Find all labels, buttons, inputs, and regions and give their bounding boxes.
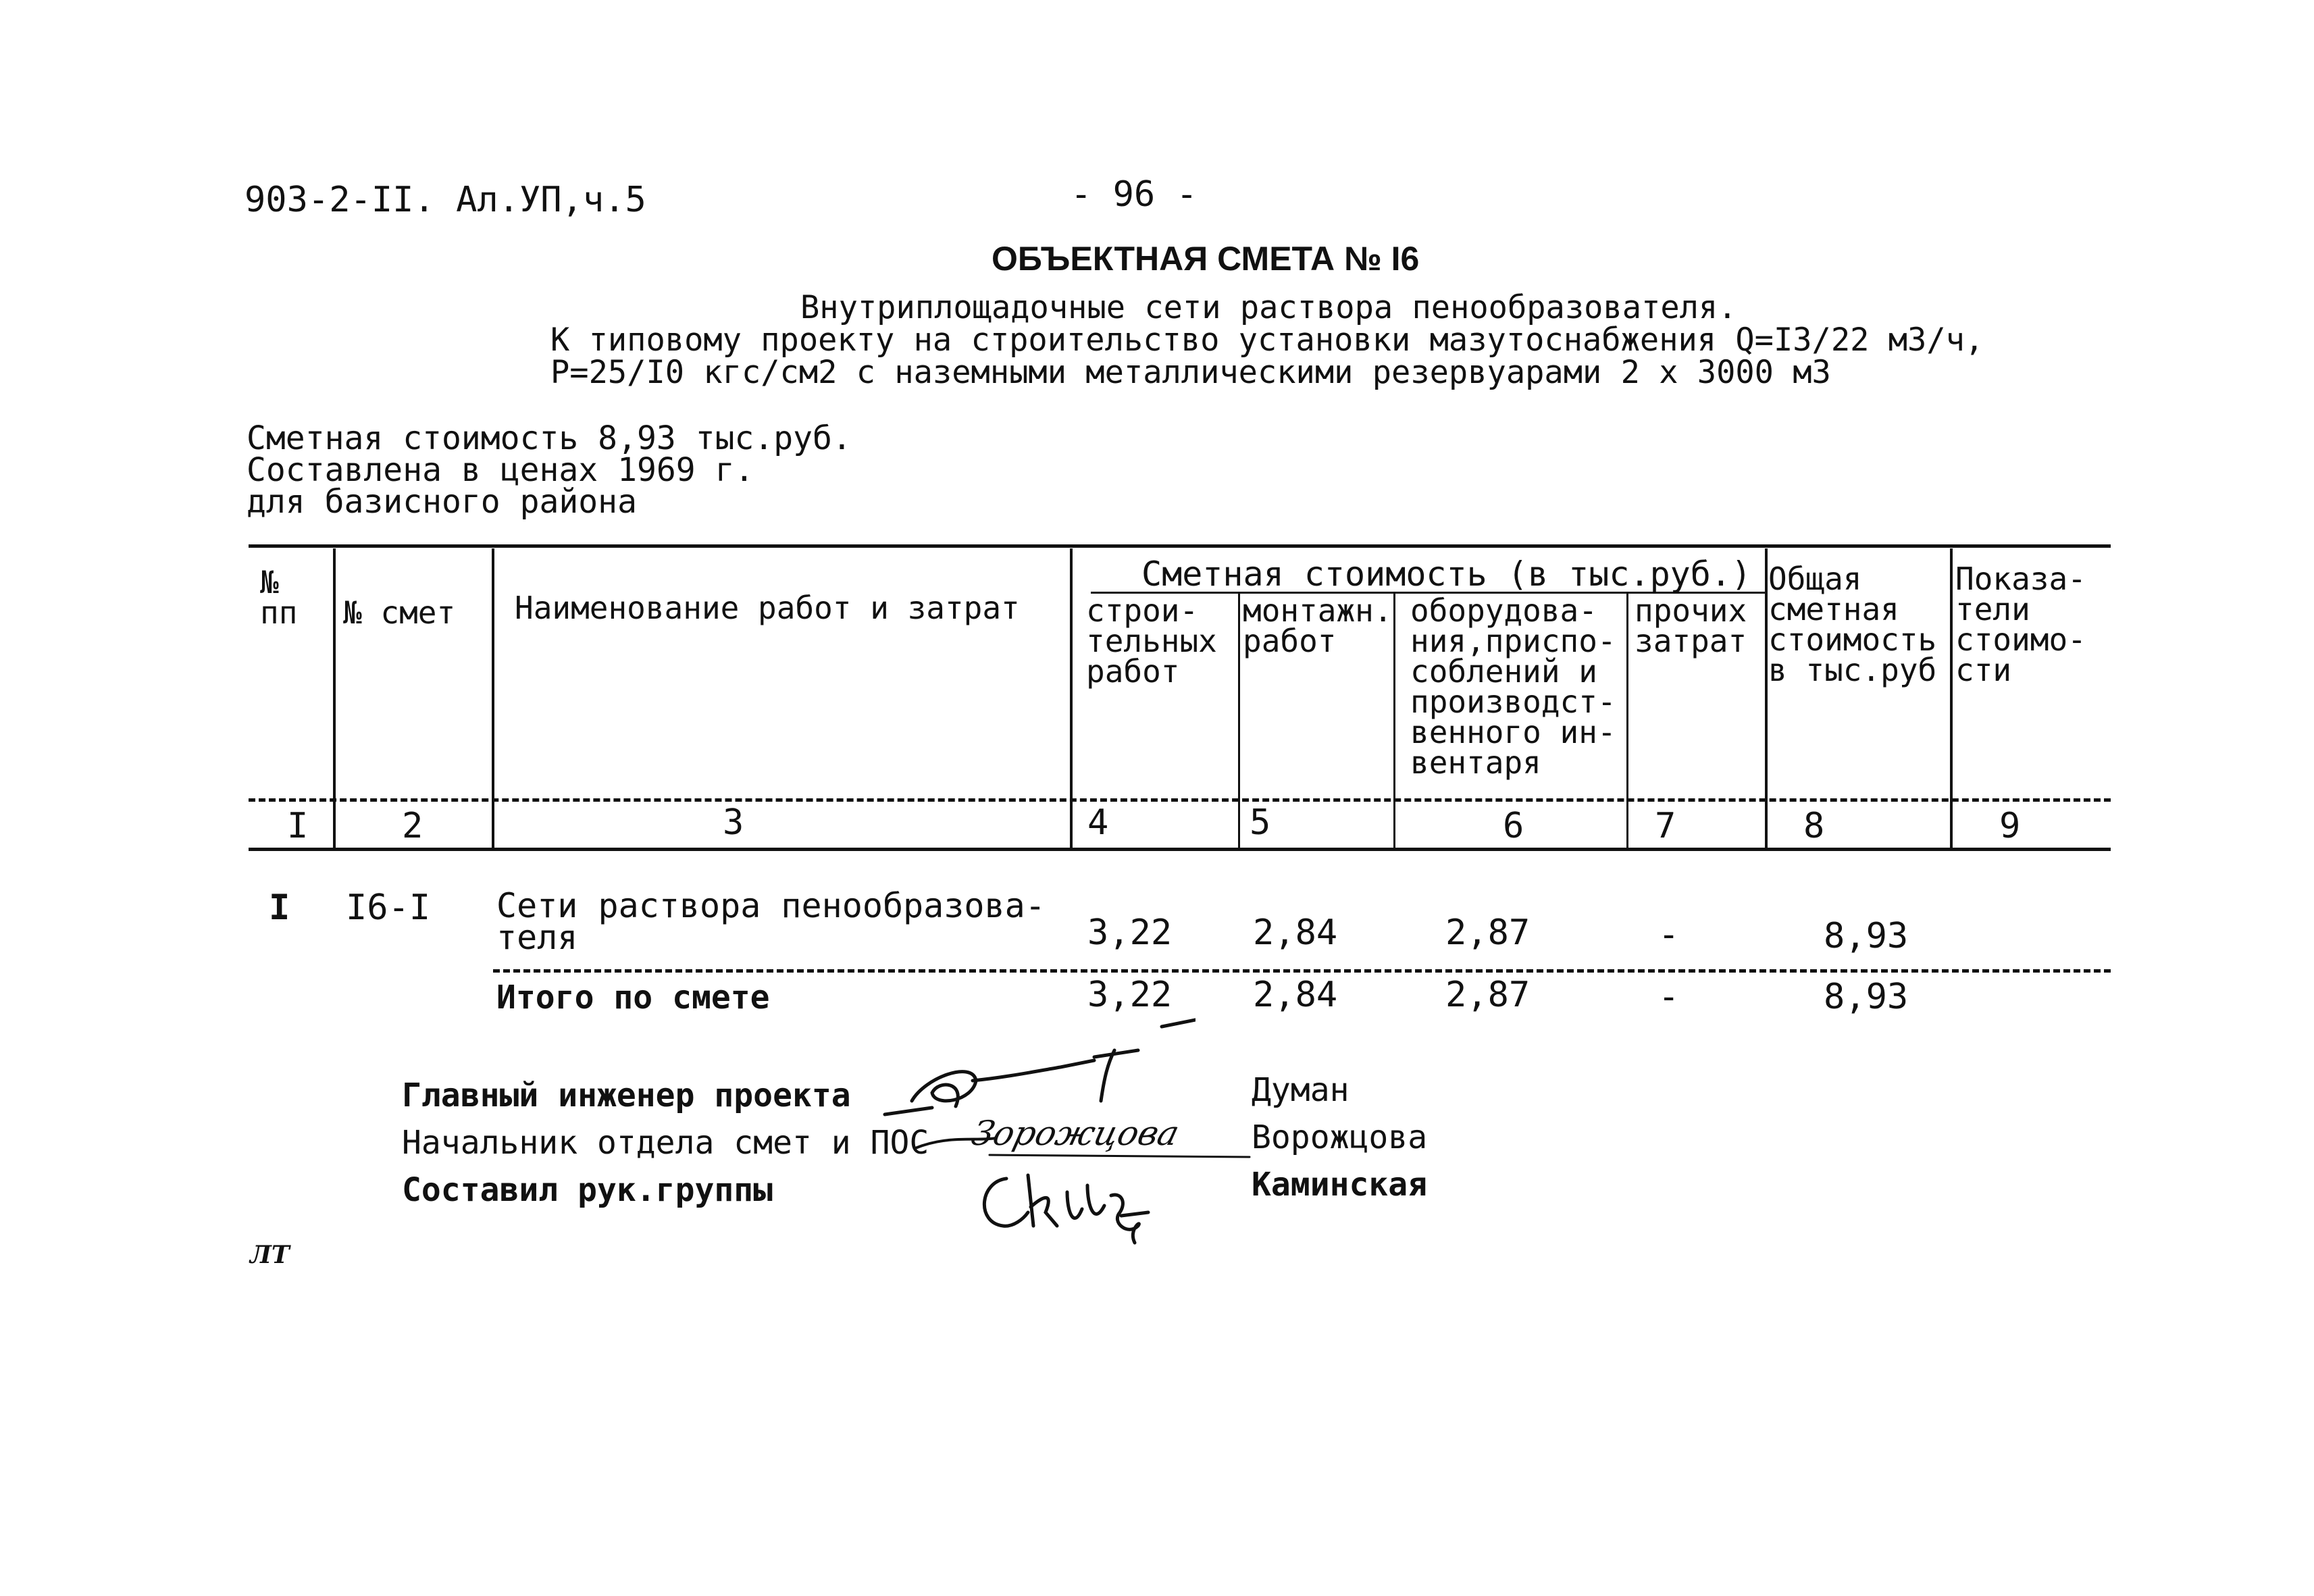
col-divider-5: [1393, 592, 1395, 848]
header-group-cost: Сметная стоимость (в тыс.руб.): [1141, 555, 1752, 594]
header-equipment: оборудова- ния,приспо- соблений и производст- венного ин- вентаря: [1410, 592, 1616, 781]
total-installation: 2,84: [1253, 975, 1338, 1015]
estimate-cost-line: Сметная стоимость 8,93 тыс.руб.: [247, 419, 852, 457]
footer-mark: ЛТ: [250, 1241, 290, 1269]
col-divider-6: [1626, 592, 1628, 848]
row-name: Сети раствора пенообразова- теля: [496, 886, 1046, 957]
header-installation: монтажн. работ: [1243, 592, 1393, 659]
department-head-handwriting: Зорожцова: [968, 1113, 1183, 1153]
group-lead-signature: [966, 1165, 1155, 1246]
department-head-signature: [908, 1108, 1260, 1168]
total-equipment: 2,87: [1445, 975, 1531, 1015]
colnum-6: 6: [1503, 806, 1524, 846]
document-code: 903-2-II. Ал.УП,ч.5: [245, 180, 646, 220]
header-number: № пп: [260, 564, 298, 631]
base-region-line: для базисного района: [247, 483, 637, 521]
colnum-5: 5: [1250, 802, 1271, 843]
signature-role-chief-engineer: Главный инженер проекта: [402, 1077, 851, 1114]
price-year-line: Составлена в ценах 1969 г.: [247, 451, 754, 489]
header-name: Наименование работ и затрат: [515, 590, 1020, 626]
header-construction: строи- тельных работ: [1086, 592, 1217, 690]
col-divider-1: [333, 548, 336, 848]
total-other: -: [1658, 977, 1680, 1017]
row-installation: 2,84: [1253, 912, 1338, 953]
colnum-3: 3: [723, 802, 744, 843]
col-divider-7: [1765, 548, 1768, 848]
row-construction: 3,22: [1087, 912, 1173, 953]
col-divider-4: [1238, 592, 1240, 848]
header-other: прочих затрат: [1635, 592, 1747, 659]
signature-role-department-head: Начальник отдела смет и ПОС: [402, 1124, 929, 1162]
signature-name-department-head: Ворожцова: [1252, 1118, 1428, 1156]
total-label: Итого по смете: [496, 979, 770, 1016]
row-number: I: [269, 887, 290, 928]
col-divider-3: [1070, 548, 1073, 848]
colnum-8: 8: [1803, 806, 1825, 846]
header-indicators: Показа- тели стоимо- сти: [1955, 561, 2086, 688]
title-line-3: Р=25/I0 кгс/см2 с наземными металлическими резервуарами 2 х 3000 м3: [550, 354, 1831, 391]
total-construction: 3,22: [1087, 975, 1173, 1015]
row-other: -: [1658, 915, 1680, 955]
total-total: 8,93: [1824, 977, 1909, 1017]
header-total: Общая сметная стоимость в тыс.руб: [1768, 561, 1937, 688]
col-divider-2: [492, 548, 494, 848]
colnum-2: 2: [402, 806, 423, 846]
colnum-1: I: [287, 806, 309, 846]
row-equipment: 2,87: [1445, 912, 1531, 953]
row-total: 8,93: [1824, 916, 1909, 956]
colnum-9: 9: [1999, 806, 2021, 846]
signature-role-group-lead: Составил рук.группы: [402, 1171, 773, 1209]
page-number: - 96 -: [1071, 174, 1198, 215]
signature-name-chief-engineer: Думан: [1252, 1071, 1349, 1109]
title-line-2: К типовому проекту на строительство установки мазутоснабжения Q=I3/22 м3/ч,: [550, 321, 1984, 359]
colnum-4: 4: [1087, 802, 1109, 843]
col-divider-8: [1950, 548, 1953, 848]
title-line-1: Внутриплощадочные сети раствора пенообразователя.: [800, 289, 1737, 326]
estimate-title: ОБЪЕКТНАЯ СМЕТА № I6: [992, 240, 1420, 278]
signature-name-group-lead: Каминская: [1252, 1166, 1428, 1204]
row-smeta: I6-I: [346, 887, 431, 928]
header-smeta: № смет: [343, 594, 456, 631]
colnum-7: 7: [1655, 806, 1676, 846]
colnum-bottom-line: [249, 848, 2111, 851]
header-bottom-line: [249, 798, 2111, 802]
row-separator-line: [493, 969, 2111, 973]
table-top-line: [249, 544, 2111, 548]
